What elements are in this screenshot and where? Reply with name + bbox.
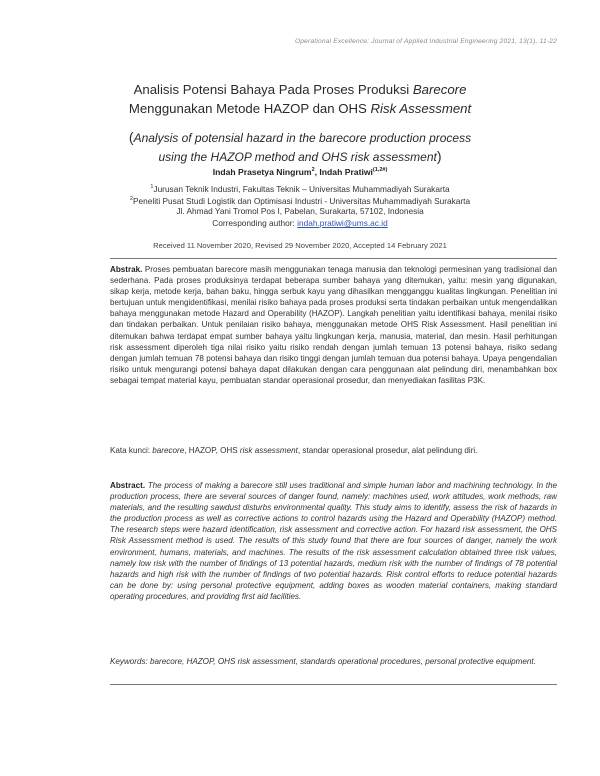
abstract-en-label: Abstract. <box>110 481 146 490</box>
abstract-id-text: Proses pembuatan barecore masih menggunakan tenaga manusia dan teknologi permesinan yang tradisional dan sederhana. Pada proses produksinya terdapat beberapa sumber bahaya yang ditemukan, yaitu: mesin yang digunakan, sikap kerja, metode kerja, bahan baku, hingga serbuk kayu yang dihasilkan mengganggu kualitas lingkungan. Penelitian ini bertujuan untuk mengidentifikasi, menilai risiko bahaya pada proses produksi serta tindakan perbaikan untuk mengendalikan bahaya menggunakan metode Hazard and Operability (HAZOP). Langkah penelitian yaitu identifikasi bahaya, menilai risiko dan tindakan perbaikan. Untuk penilaian risiko bahaya, menggunakan metode OHS Risk Assessment. Hasil penelitian ini ditemukan bahwa terdapat empat sumber bahaya yaitu lingkungan kerja, manusia, material, dan mesin. Hasil perhitungan risk assessment diperoleh tiga nilai risiko yaitu risiko rendah dengan jumlah temuan 13 potensi bahaya, risiko sedang dengan jumlah temuan 78 potensi bahaya dan risiko tinggi dengan jumlah temuan dua potensi bahaya. Upaya pengendalian risiko untuk mengurangi potensi bahaya dapat dilakukan dengan cara penggunaan alat pelindung diri, menambahkan box sebagai tempat material kayu, pembuatan standar operasional prosedur, dan menyediakan fasilitas P3K. <box>110 265 557 385</box>
author-1: Indah Prasetya Ningrum <box>212 167 312 177</box>
keywords-en <box>110 656 557 667</box>
paper-title <box>60 81 540 118</box>
abstract-id <box>110 264 557 386</box>
paper-subtitle <box>60 129 540 166</box>
kata-kunci-part-2: , HAZOP, OHS <box>184 446 240 455</box>
corresponding-label: Corresponding author: <box>212 218 298 228</box>
kata-kunci <box>110 445 557 456</box>
title-line-2-italic: Risk Assessment <box>370 100 472 116</box>
subtitle-open-paren: ( <box>128 129 134 145</box>
subtitle-close-paren: ) <box>436 147 442 164</box>
kata-kunci-part-4: , standar operasional prosedur, alat pelindung diri. <box>297 446 478 455</box>
keywords-en-text: : barecore, HAZOP, OHS risk assessment, standards operational procedures, personal protective equipment. <box>145 657 536 666</box>
subtitle-line-1: Analysis of potensial hazard in the barecore production process <box>133 131 472 145</box>
author-email-link[interactable]: indah.pratiwi@ums.ac.id <box>297 218 388 228</box>
kata-kunci-risk-assessment: risk assessment <box>239 446 298 455</box>
corresponding-author <box>60 218 540 229</box>
address: Jl. Ahmad Yani Tromol Pos I, Pabelan, Surakarta, 57102, Indonesia <box>176 206 424 216</box>
abstract-id-label: Abstrak. <box>110 265 143 274</box>
affiliation-1 <box>60 182 540 195</box>
author-2: Indah Pratiwi <box>319 167 373 177</box>
abstract-en <box>110 480 557 602</box>
divider-top <box>110 258 557 259</box>
affiliation-2-text: Peneliti Pusat Studi Logistik dan Optimisasi Industri - Universitas Muhammadiyah Surakarta <box>132 195 471 206</box>
title-line-2 <box>60 100 540 119</box>
title-line-1-text: Analisis Potensi Bahaya Pada Proses Produksi <box>133 82 410 97</box>
affiliation-1-text: Jurusan Teknik Industri, Fakultas Teknik – Universitas Muhammadiyah Surakarta <box>153 183 450 194</box>
affiliation-1-sup: 1 <box>150 184 154 190</box>
affiliation-2-sup: 2 <box>129 196 133 202</box>
author-separator: , <box>314 167 320 177</box>
divider-bottom <box>110 684 557 685</box>
keywords-en-label: Keywords <box>110 657 146 666</box>
affiliation-2 <box>60 194 540 207</box>
journal-header: Operational Excellence: Journal of Applied Industrial Engineering 2021, 13(1), 11-22 <box>294 38 557 45</box>
received-dates: Received 11 November 2020, Revised 29 November 2020, Accepted 14 February 2021 <box>153 241 447 250</box>
subtitle-line-2: using the HAZOP method and OHS risk assessment <box>158 149 437 164</box>
kata-kunci-barecore: barecore <box>152 446 185 455</box>
title-line-1 <box>60 81 540 100</box>
kata-kunci-label: Kata kunci: <box>110 446 153 455</box>
author-list <box>60 167 540 177</box>
abstract-en-text: The process of making a barecore still uses traditional and simple human labor and machining technology. In the production process, there are several sources of danger found, namely: machines used, work attitudes, work methods, raw materials, and the resulting sawdust disturbs environmental quality. This study aims to identify, assess the risk of hazards in the production process as well as corrective actions to control hazards using the Hazard and Operability (HAZOP) method. The research steps were hazard identification, risk assessment and corrective action. For hazard risk assessment, the OHS Risk Assessment method is used. The results of this study found that there are four sources of danger, namely the work environment, humans, materials, and machines. The results of the risk assessment calculation obtained three risk values, namely low risk with the number of findings of 13 potential hazards, medium risk with the number of findings of 78 potential hazards and high risk with the number of findings of two potential hazards. Risk control efforts to reduce potential hazards can be done by: using personal protective equipment, adding boxes as wooden material containers, making standard operating procedures, and providing first aid facilities. <box>110 481 557 601</box>
title-line-2-text: Menggunakan Metode HAZOP dan OHS <box>128 100 367 116</box>
author-1-sup: 2 <box>311 167 315 174</box>
author-2-sup: (1,2#) <box>372 167 388 174</box>
title-line-1-italic: Barecore <box>412 82 467 97</box>
